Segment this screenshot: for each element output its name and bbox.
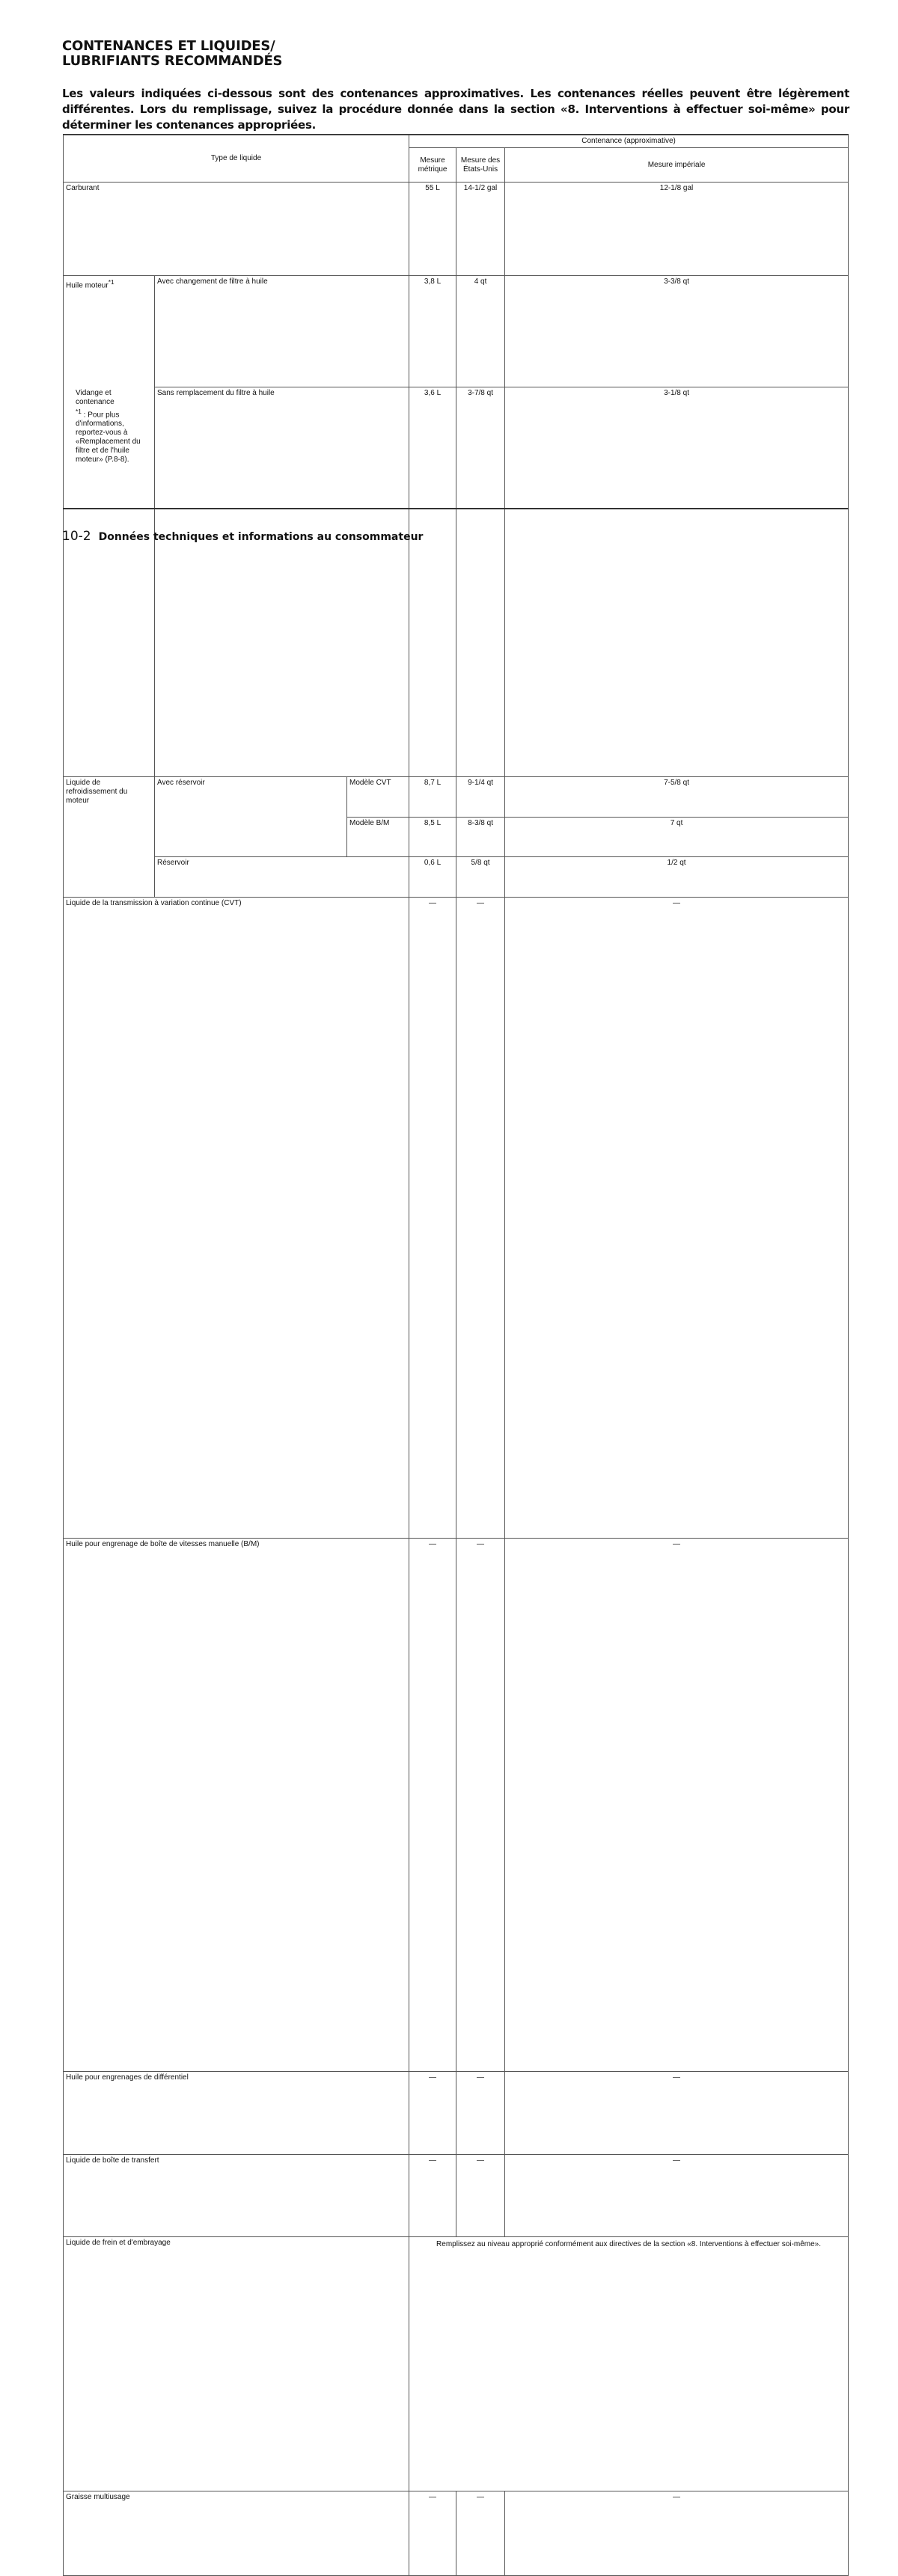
- header-capacity: Contenance (approximative): [409, 135, 849, 148]
- coolant-reservoir-metric: 0,6 L: [409, 857, 456, 898]
- coolant-with-reservoir: Avec réservoir: [155, 777, 347, 857]
- cvt-fluid-metric: —: [409, 898, 456, 1539]
- transfer-imperial: —: [505, 2154, 849, 2237]
- table-row: [64, 276, 849, 387]
- intro-paragraph: Les valeurs indiquées ci-dessous sont des contenances approximatives. Les contenances réelles peuvent être légèrement différentes. Lors du remplissage, suivez la procédure donnée dans la section «8. Interventions à effectuer soi-même» pour déterminer les contenances appropriées.: [62, 87, 849, 132]
- oil-with-filter-metric: 3,8 L: [409, 276, 456, 387]
- diff-us: —: [456, 2072, 505, 2155]
- oil-with-filter-label: Avec changement de filtre à huile: [155, 276, 409, 387]
- transfer-label: Liquide de boîte de transfert: [64, 2154, 409, 2237]
- oil-without-filter-us: 3-7/8 qt: [456, 387, 505, 777]
- page-title-line-1: CONTENANCES ET LIQUIDES/: [62, 38, 275, 54]
- header-fluid-type: Type de liquide: [64, 135, 409, 183]
- fuel-imperial: 12-1/8 gal: [505, 183, 849, 276]
- coolant-reservoir-us: 5/8 qt: [456, 857, 505, 898]
- grease-imperial: —: [505, 2491, 849, 2575]
- table-row: [64, 857, 849, 898]
- table-row: [64, 2072, 849, 2155]
- header-row: [64, 135, 849, 148]
- table-row: [64, 183, 849, 276]
- fuel-metric: 55 L: [409, 183, 456, 276]
- oil-with-filter-us: 4 qt: [456, 276, 505, 387]
- coolant-cvt-model: Modèle CVT: [347, 777, 409, 818]
- cvt-fluid-imperial: —: [505, 898, 849, 1539]
- table-row: [64, 2491, 849, 2575]
- coolant-mt-model: Modèle B/M: [347, 817, 409, 857]
- coolant-mt-us: 8-3/8 qt: [456, 817, 505, 857]
- coolant-label: Liquide de refroidissement du moteur: [64, 777, 155, 898]
- capacities-table: [63, 135, 849, 2576]
- page-title-line-2: LUBRIFIANTS RECOMMANDÉS: [62, 53, 283, 69]
- table-row: [64, 2237, 849, 2491]
- transfer-metric: —: [409, 2154, 456, 2237]
- cvt-fluid-label: Liquide de la transmission à variation continue (CVT): [64, 898, 409, 1539]
- table-bottom-rule: [63, 508, 849, 509]
- oil-footnote-mark: *1: [108, 278, 114, 286]
- header-imperial: Mesure impériale: [505, 148, 849, 183]
- grease-us: —: [456, 2491, 505, 2575]
- coolant-reservoir-label: Réservoir: [155, 857, 409, 898]
- header-metric: Mesure métrique: [409, 148, 456, 183]
- grease-metric: —: [409, 2491, 456, 2575]
- coolant-mt-imperial: 7 qt: [505, 817, 849, 857]
- manual-gear-us: —: [456, 1539, 505, 2072]
- brake-label: Liquide de frein et d'embrayage: [64, 2237, 409, 2491]
- coolant-mt-metric: 8,5 L: [409, 817, 456, 857]
- table-row: [64, 777, 849, 818]
- oil-with-filter-imperial: 3-3/8 qt: [505, 276, 849, 387]
- cvt-fluid-us: —: [456, 898, 505, 1539]
- table-row: [64, 387, 849, 777]
- manual-gear-label: Huile pour engrenage de boîte de vitesses manuelle (B/M): [64, 1539, 409, 2072]
- manual-gear-metric: —: [409, 1539, 456, 2072]
- oil-without-filter-label: Sans remplacement du filtre à huile: [155, 387, 409, 777]
- transfer-us: —: [456, 2154, 505, 2237]
- coolant-cvt-us: 9-1/4 qt: [456, 777, 505, 818]
- table-row: [64, 2154, 849, 2237]
- grease-label: Graisse multiusage: [64, 2491, 409, 2575]
- manual-gear-imperial: —: [505, 1539, 849, 2072]
- oil-note: Vidange et contenance $^{*1}$ : Pour plus d'informations, reportez-vous à «Remplacement du filtre et de l'huile moteur» (P.8-8).: [64, 387, 155, 777]
- fuel-label: Carburant: [64, 183, 409, 276]
- diff-metric: —: [409, 2072, 456, 2155]
- coolant-reservoir-imperial: 1/2 qt: [505, 857, 849, 898]
- diff-imperial: —: [505, 2072, 849, 2155]
- coolant-cvt-metric: 8,7 L: [409, 777, 456, 818]
- page-footer: [62, 529, 423, 544]
- brake-capacity: Remplissez au niveau approprié conformément aux directives de la section «8. Interventions à effectuer soi-même».: [409, 2237, 849, 2491]
- header-us: Mesure des États-Unis: [456, 148, 505, 183]
- oil-without-filter-metric: 3,6 L: [409, 387, 456, 777]
- oil-without-filter-imperial: 3-1/8 qt: [505, 387, 849, 777]
- table-row: [64, 1539, 849, 2072]
- coolant-cvt-imperial: 7-5/8 qt: [505, 777, 849, 818]
- page-title: [62, 39, 511, 69]
- table-row: [64, 898, 849, 1539]
- oil-label: Huile moteur$^{*1}$: [64, 276, 155, 387]
- section-title: Données techniques et informations au consommateur: [98, 531, 424, 543]
- page-number: 10-2: [62, 529, 91, 544]
- fuel-us: 14-1/2 gal: [456, 183, 505, 276]
- diff-label: Huile pour engrenages de différentiel: [64, 2072, 409, 2155]
